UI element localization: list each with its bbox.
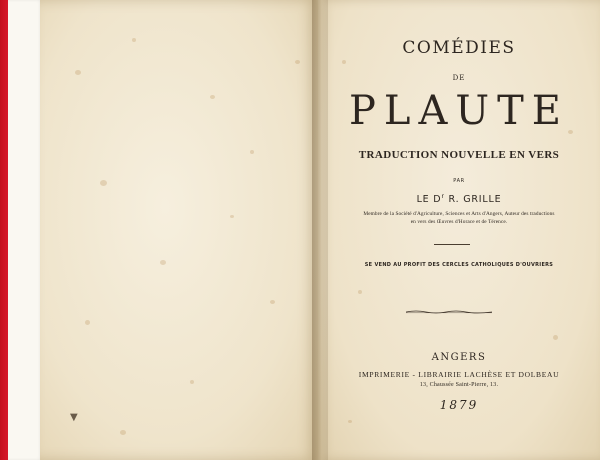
foxing-spot xyxy=(120,430,126,435)
printer-address: 13, Chaussée Saint-Pierre, 13. xyxy=(419,382,499,388)
title-page xyxy=(318,0,600,460)
translator-name xyxy=(318,193,600,205)
foxing-spot xyxy=(100,180,107,186)
author-name: PLAUTE xyxy=(349,88,569,134)
translator-credit-line-2: en vers des Œuvres d'Horace et de Térence. xyxy=(410,219,508,225)
foxing-spot xyxy=(230,215,234,218)
title-connector: DE xyxy=(452,74,466,82)
foxing-spot xyxy=(348,420,352,423)
translator-surname: R. GRILLE xyxy=(444,194,502,206)
foxing-spot xyxy=(250,150,254,154)
foxing-spot xyxy=(85,320,90,325)
page-mark: ▼ xyxy=(70,412,78,423)
foxing-spot xyxy=(75,70,81,75)
foxing-spot xyxy=(160,260,166,265)
book-title: COMÉDIES xyxy=(402,38,516,58)
ornamental-rule xyxy=(406,310,492,314)
translator-credit-line-1: Membre de la Société d'Agriculture, Sciences et Arts d'Angers, Auteur des traductions xyxy=(363,211,555,217)
left-page xyxy=(40,0,318,460)
divider-rule xyxy=(434,244,470,245)
sale-note: SE VEND AU PROFIT DES CERCLES CATHOLIQUES D'OUVRIERS xyxy=(364,262,554,268)
foxing-spot xyxy=(132,38,136,42)
by-label: PAR xyxy=(453,178,465,184)
foxing-spot xyxy=(342,60,346,64)
red-cover-edge xyxy=(0,0,8,460)
foxing-spot xyxy=(190,380,194,384)
subtitle: TRADUCTION NOUVELLE EN VERS xyxy=(358,149,560,161)
foxing-spot xyxy=(358,290,362,294)
flyleaf-edge xyxy=(8,0,42,460)
foxing-spot xyxy=(270,300,275,304)
foxing-spot xyxy=(295,60,300,64)
translator-prefix: LE D xyxy=(416,194,442,206)
translator-superscript: r xyxy=(441,193,445,200)
foxing-spot xyxy=(210,95,215,99)
book-gutter xyxy=(312,0,328,460)
foxing-spot xyxy=(553,335,558,340)
publication-city: ANGERS xyxy=(431,352,487,363)
printer-name: IMPRIMERIE - LIBRAIRIE LACHÈSE ET DOLBEAU xyxy=(358,370,560,379)
publication-year: 1879 xyxy=(439,398,479,412)
